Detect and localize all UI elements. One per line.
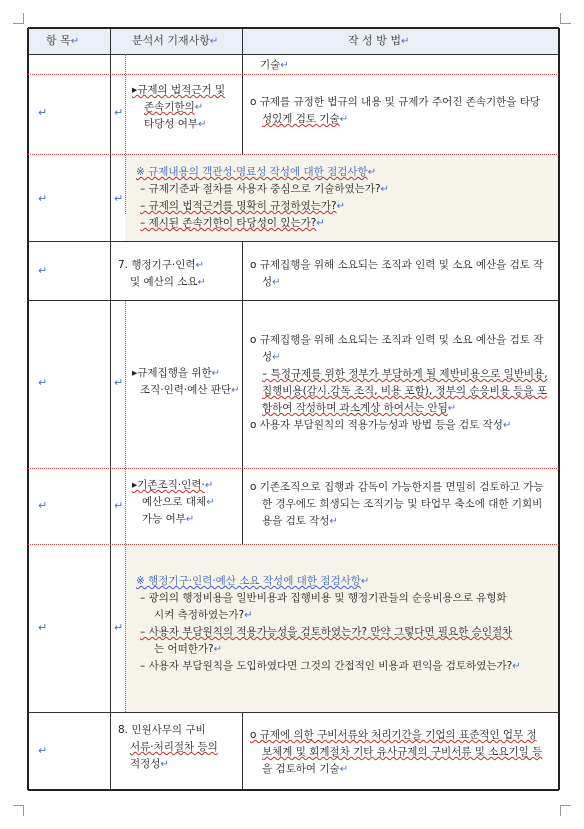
table-border-right: [558, 28, 560, 790]
checklist-item: – 규제기준과 절차를 사용자 중심으로 기술하였는가?: [140, 183, 381, 195]
enter-mark: ↵: [38, 621, 48, 634]
enter-mark: ↵: [38, 106, 48, 119]
enter-mark: ↵: [114, 376, 124, 389]
enter-mark: ↵: [38, 499, 48, 512]
enter-mark: ↵: [38, 264, 48, 277]
item-admin-organization: 7. 행정기구·인력↵ 및 예산의 소요↵: [118, 259, 206, 288]
checklist-item: – 광의의 행정비용을 일반비용과 집행비용 및 행정기관들의 순응비용으로 유형화: [140, 592, 507, 604]
row-sep-5: [28, 544, 559, 545]
method-text: o 기존조직으로 집행과 감독이 가능한지를 면밀히 검토하고 가능 한 경우에도 희생되는 조직기능 및 타업무 축소에 대한 기회비 용을 검토 작성↵: [250, 481, 544, 527]
col-dotted-inner-1: [125, 54, 126, 214]
header-col-method: 작 성 방 법↵: [348, 34, 410, 47]
method-text: o 규제집행을 위해 소요되는 조직과 인력 및 소요 예산을 검토 작 성↵ – 특정규제를 위한 정부가 부담하게 될 제반비용으로 일반비용, 집행비용(감시.감독 조직, 비용 포함), 정부의 순응비용 등을 포 함하여 작성하며 과소계상 하여서는 안됨↵ o 사용자 부담원칙의 적용가능성과 방법 등을 검토 작성↵: [250, 334, 548, 431]
method-text: o 규제를 규정한 법규의 내용 및 규제가 주어진 존속기한을 타당 성있게 검토 기술↵: [250, 96, 541, 125]
checklist-item: 시켜 측정하였는가?: [154, 609, 245, 621]
col-divider-2c: [242, 712, 243, 790]
enter-mark: ↵: [38, 376, 48, 389]
checklist-item: – 사용자 부담원칙의 적용가능성을 검토하였는가? 만약 그렇다면 필요한 승인절차: [140, 626, 513, 638]
table-border-top: [28, 27, 559, 29]
table-border-bottom: [28, 789, 559, 791]
col-dotted-inner-2: [125, 300, 126, 712]
table-border-left: [27, 28, 29, 790]
checklist-clarity: ※ 규제내용의 객관성·명료성 작성에 대한 점검사항↵ – 규제기준과 절차를 사용자 중심으로 기술하였는가?↵ – 규제의 법적근거를 명확히 규정하였는가?↵ – 제시된 존속기한이 타당성이 있는가?↵: [136, 166, 389, 229]
enter-mark: ↵: [114, 106, 124, 119]
enter-mark: ↵: [38, 192, 48, 205]
row-sep-0: [28, 74, 559, 75]
page-corner-top-left: [13, 13, 24, 24]
row-sep-1: [28, 154, 559, 155]
row-sep-3: [28, 300, 559, 301]
row-sep-2: [28, 241, 559, 242]
checklist-admin-cost: ※ 행정기구·인력·예산 소요 작성에 대한 점검사항↵ – 광의의 행정비용을 일반비용과 집행비용 및 행정기관들의 순응비용으로 유형화 시켜 측정하였는가?↵ – 사용자 부담원칙의 적용가능성을 검토하였는가? 만약 그렇다면 필요한 승인절차 는 어떠한가?↵ – 사용자 부담원칙을 도입하였다면 그것의 간접적인 비용과 편익을 검토하였는가?↵: [136, 575, 521, 672]
method-text: 기술↵: [260, 59, 289, 71]
method-text: o 규제에 의한 구비서류와 처리기간을 기업의 표준적인 업무 정 보체계 및 회계절차 기타 유사규제의 구비서류 및 소요기일 등 을 검토하여 기술↵: [250, 729, 543, 775]
page-corner-bottom-left: [13, 805, 24, 816]
header-col-analysis: 분석서 기재사항↵: [132, 34, 219, 47]
row-sep-4: [28, 468, 559, 469]
analysis-item-existing-org: ▸기존조직·인력·↵ 예산으로 대체↵ 가능 여부↵: [132, 479, 215, 525]
checklist-item: – 규제의 법적근거를 명확히 규정하였는가?: [140, 200, 337, 212]
header-divider: [28, 54, 559, 55]
analysis-item-enforcement: ▸규제집행을 위한↵ 조직·인력·예산 판단↵: [132, 367, 240, 396]
analysis-item-legal-basis: ▸규제의 법적근거 및 존속기한의↵ 타당성 여부↵: [132, 84, 226, 130]
enter-mark: ↵: [38, 744, 48, 757]
page-corner-bottom-right: [560, 805, 571, 816]
enter-mark: ↵: [114, 499, 124, 512]
checklist-item: – 사용자 부담원칙을 도입하였다면 그것의 간접적인 비용과 편익을 검토하였는가?: [140, 660, 513, 672]
row-sep-6: [28, 712, 559, 713]
enter-mark: ↵: [114, 621, 124, 634]
checklist-item: – 제시된 존속기한이 타당성이 있는가?: [140, 217, 317, 229]
col-divider-1: [110, 28, 111, 790]
item-civil-affairs: 8. 민원사무의 구비 서류·처리절차 등의 적정성↵: [118, 724, 218, 770]
checklist-item: 는 어떠한가?: [154, 643, 214, 655]
header-col-item: 항 목↵: [46, 34, 80, 47]
page-corner-top-right: [560, 13, 571, 24]
table-header: [28, 28, 559, 54]
method-text: o 규제집행을 위해 소요되는 조직과 인력 및 소요 예산을 검토 작 성↵: [250, 259, 544, 288]
enter-mark: ↵: [114, 192, 124, 205]
